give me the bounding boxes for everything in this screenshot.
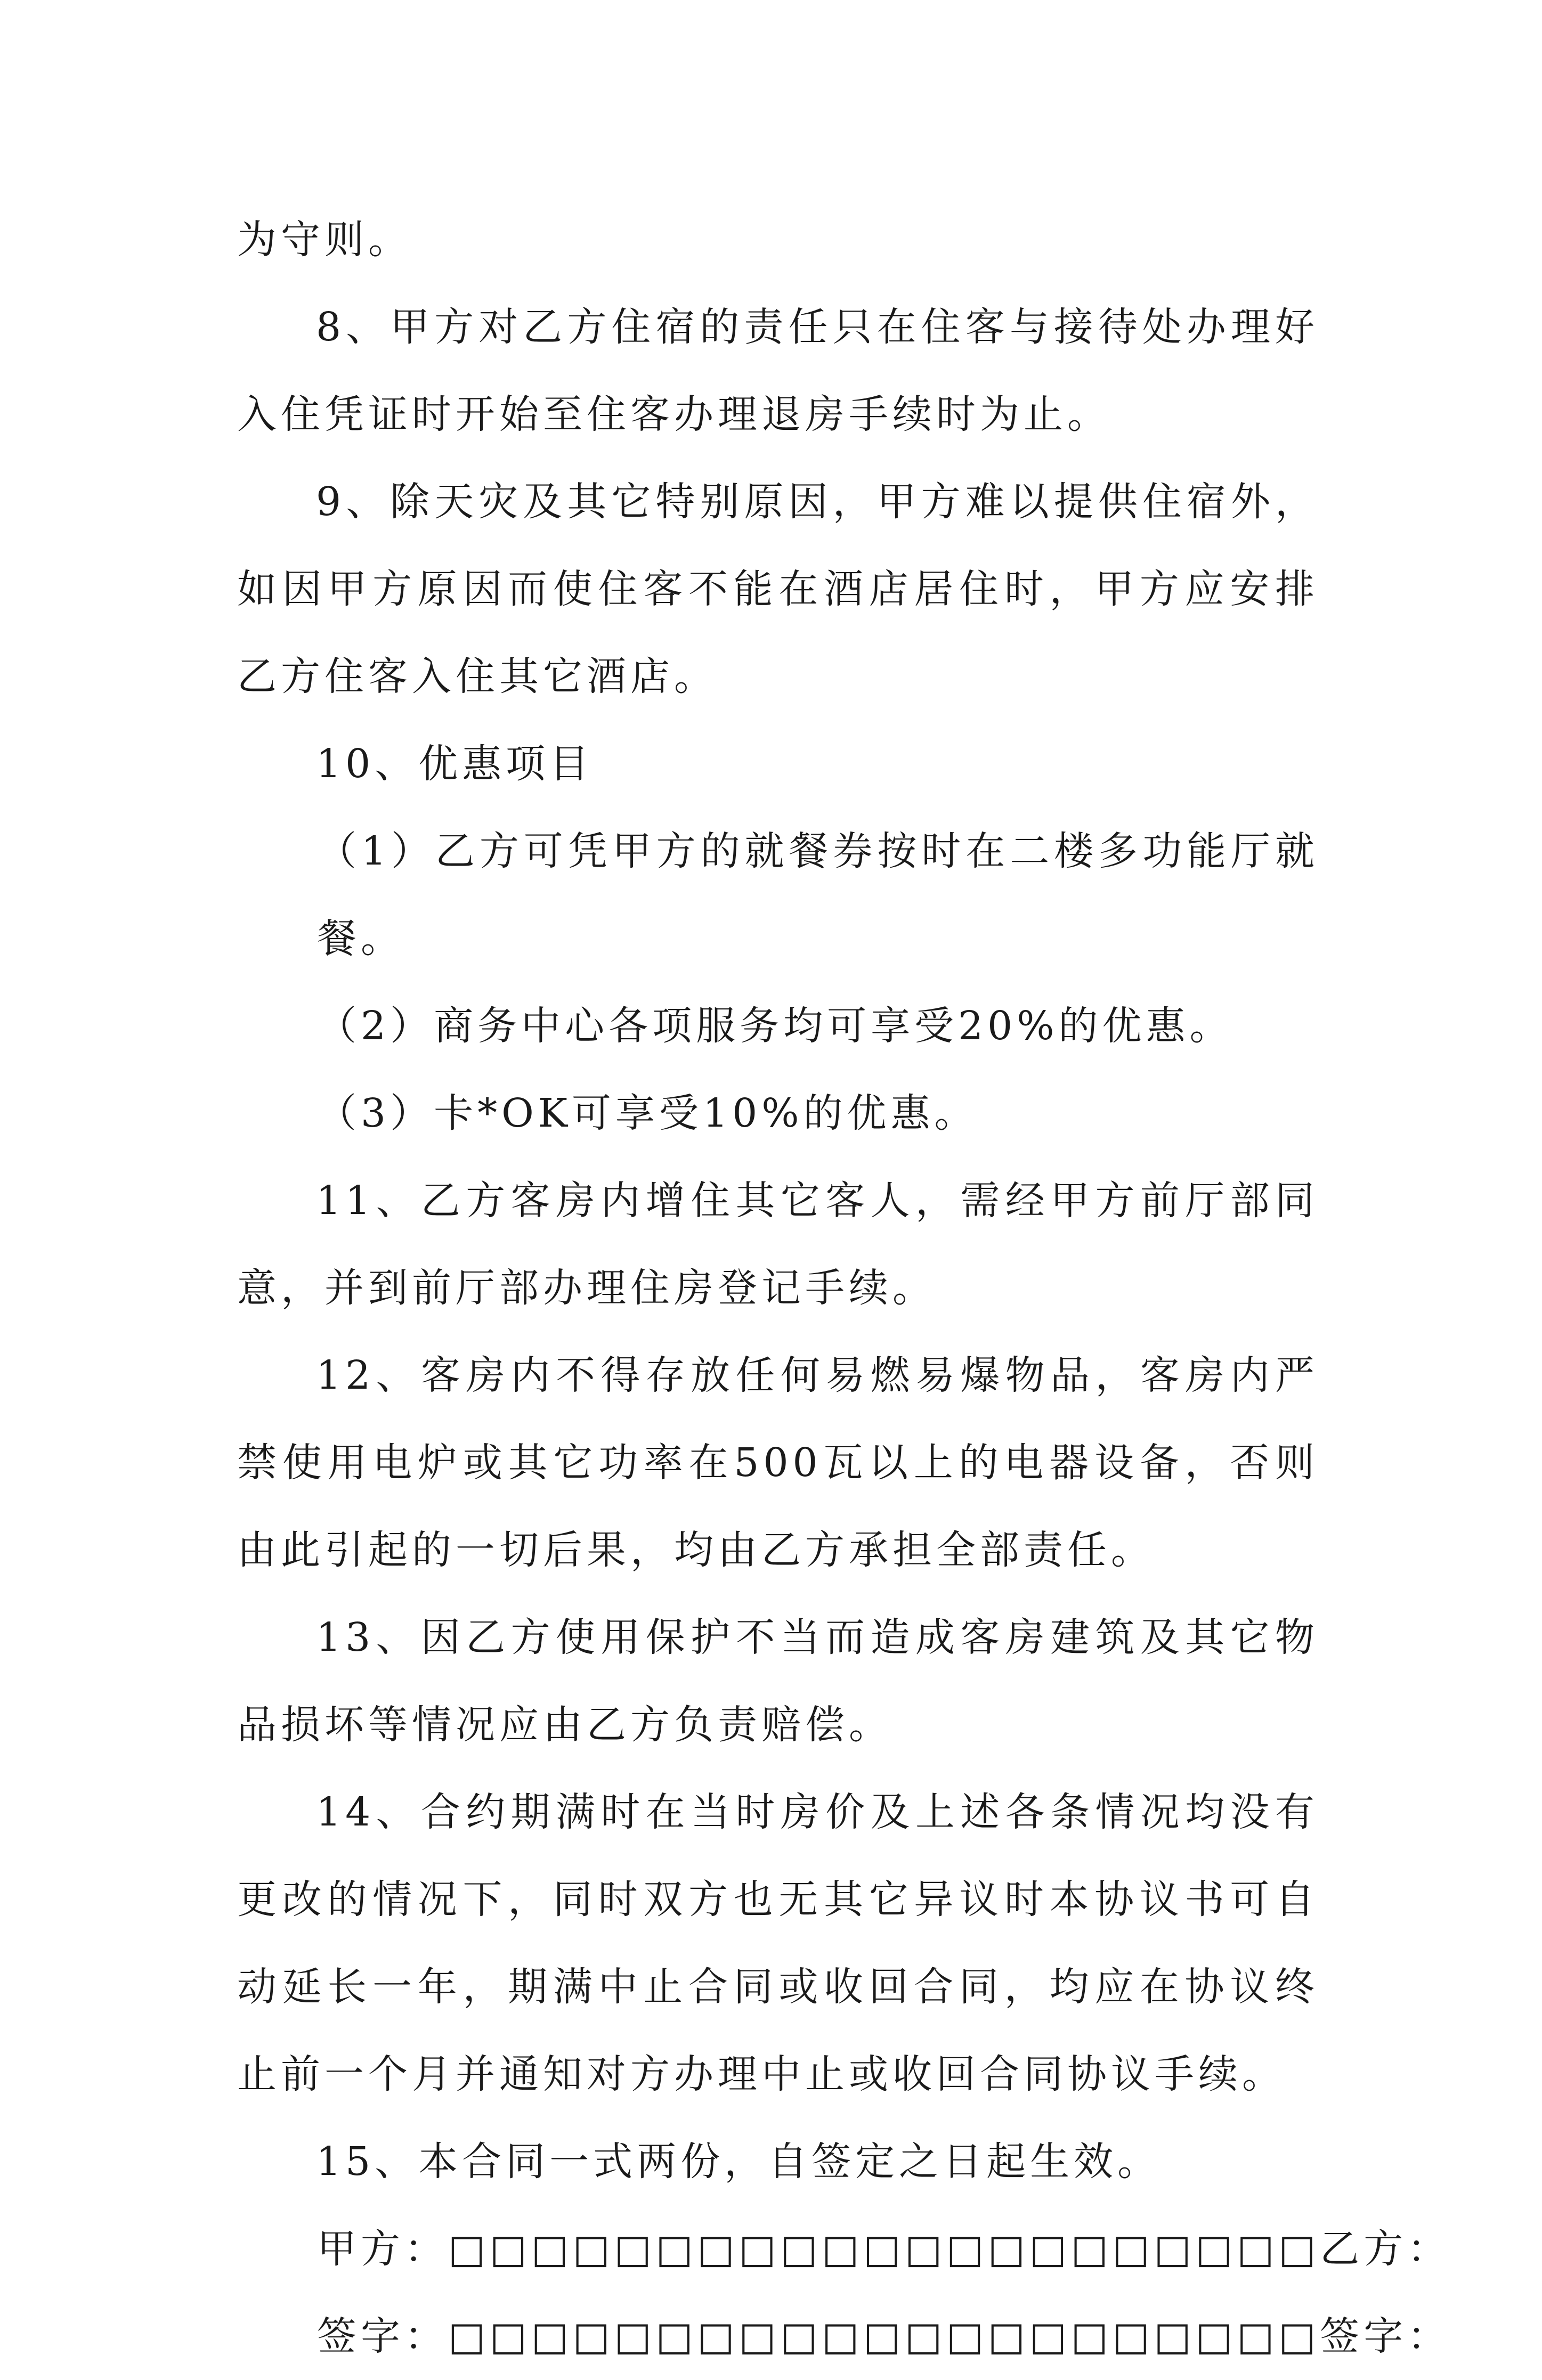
clause-10-heading: 10、优惠项目 xyxy=(316,741,594,787)
paragraph-continuation: 为守则。 xyxy=(237,217,412,263)
signature-sign-line: 签字：□□□□□□□□□□□□□□□□□□□□□签字： xyxy=(317,2313,1451,2359)
document-body xyxy=(237,196,1451,2380)
clause-8: 8、甲方对乙方住宿的责任只在住客与接待处办理好入住凭证时开始至住客办理退房手续时为止。 xyxy=(237,304,1319,437)
clause-10-item-1: （1）乙方可凭甲方的就餐券按时在二楼多功能厅就餐。 xyxy=(317,828,1319,961)
clause-14: 14、合约期满时在当时房价及上述各条情况均没有更改的情况下，同时双方也无其它异议时本协议书可自动延长一年，期满中止合同或收回合同，均应在协议终止前一个月并通知对方办理中止或收回合同协议手续。 xyxy=(237,1789,1319,2097)
clause-13: 13、因乙方使用保护不当而造成客房建筑及其它物品损坏等情况应由乙方负责赔偿。 xyxy=(237,1615,1319,1748)
clause-10-item-2: （2）商务中心各项服务均可享受20%的优惠。 xyxy=(317,1003,1233,1049)
clause-15: 15、本合同一式两份，自签定之日起生效。 xyxy=(316,2139,1162,2185)
clause-10-item-3: （3）卡*OK可享受10%的优惠。 xyxy=(317,1090,978,1136)
clause-12: 12、客房内不得存放任何易燃易爆物品，客房内严禁使用电炉或其它功率在500瓦以上的电器设备，否则由此引起的一切后果，均由乙方承担全部责任。 xyxy=(237,1352,1319,1573)
clause-11: 11、乙方客房内增住其它客人，需经甲方前厅部同意，并到前厅部办理住房登记手续。 xyxy=(237,1178,1319,1311)
signature-party-line: 甲方：□□□□□□□□□□□□□□□□□□□□□乙方： xyxy=(317,2226,1451,2272)
clause-9: 9、除天灾及其它特别原因，甲方难以提供住宿外，如因甲方原因而使住客不能在酒店居住时，甲方应安排乙方住客入住其它酒店。 xyxy=(237,479,1319,699)
